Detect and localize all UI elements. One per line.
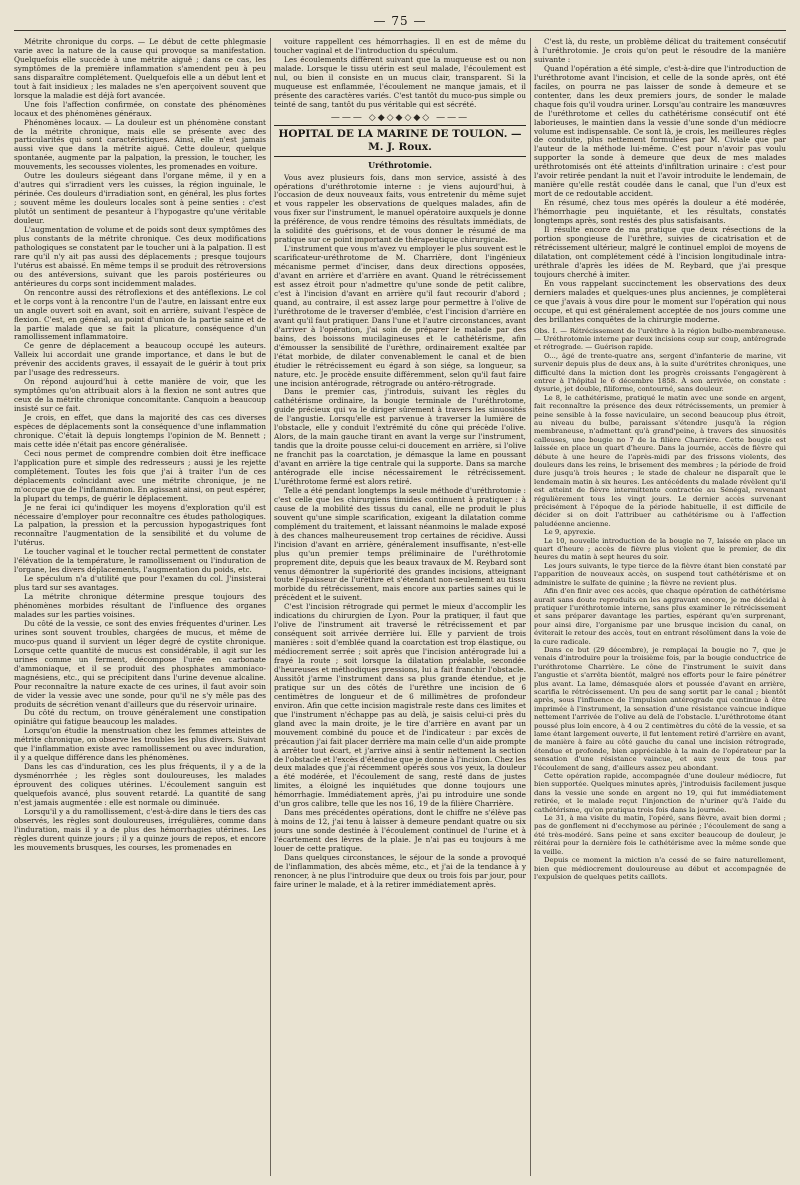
paragraph: Le spéculum n'a d'utilité que pour l'examen du col. J'insisterai plus tard sur ses avantages. — [14, 574, 266, 593]
paragraph: C'est là, du reste, un problème délicat du traitement consécutif à l'uréthrotomie. Je crois qu'on peut le résoudre de la manière suivante : — [534, 38, 786, 64]
paragraph: Une fois l'affection confirmée, on constate des phénomènes locaux et des phénomènes généraux. — [14, 99, 266, 118]
observation-block — [534, 327, 786, 882]
column-middle — [274, 38, 526, 1176]
paragraph: Je crois, en effet, que dans la majorité des cas ces diverses espèces de déplacements sont la conséquence d'une inflammation chronique. C'était là depuis longtemps l'opinion de M. Bennett ; mais cette idée n'était pas encore généralisée. — [14, 413, 266, 449]
paragraph: Le toucher vaginal et le toucher rectal permettent de constater l'élévation de la température, le ramollissement ou l'induration de l'organe, les divers déplacements, l'augmentation du poids, etc. — [14, 547, 266, 575]
paragraph: Lorsqu'il y a du ramollissement, c'est-à-dire dans le tiers des cas observés, les règles sont douloureuses, irrégulières, comme dans l'induration, mais il y a de plus des hémorrhagies utérines. Les règles durent quinze jours ; il y a quinze jours de repos, et encore les mouvements brusques, les courses, les promenades en — [14, 806, 266, 852]
paragraph: Les écoulements diffèrent suivant que la muqueuse est ou non malade. Lorsque le tissu utérin est seul malade, l'écoulement est nul, ou bien il consiste en un mucus clair, transparent. Si la muqueuse est enflammée, l'écoulement ne manque jamais, et il présente des caractères variés. C'est tantôt du muco-pus simple ou teinté de sang, tantôt du pus véritable qui est sécrété. — [274, 54, 526, 109]
page-number: — 75 — — [373, 14, 427, 28]
paragraph: Phénomènes locaux. — La douleur est un phénomène constant de la métrite chronique, mais elle se présente avec des particularités qui sont caractéristiques. Ainsi, elle n'est jamais aussi vive que dans la métrite aiguë. Cette douleur, quelque spontanée, augmente par la palpation, la pression, le toucher, les mouvements, les secousses violentes, les promenades en voiture. — [14, 117, 266, 172]
paragraph: Il résulte encore de ma pratique que deux résections de la portion spongieuse de l'urèthre, suivies de cicatrisation et de rétrécissement ultérieur, malgré le continuel emploi de moyens de dilatation, ont complétement cédé à l'incision longitudinale intra-uréthrale d'après les idées de M. Reybard, que j'ai presque toujours cherché à imiter. — [534, 225, 786, 279]
paragraph: C'est l'incision rétrograde qui permet le mieux d'accomplir les indications du chirurgien de Lyon. Pour la pratiquer, il faut que l'olive de l'instrument ait traversé le rétrécissement et par conséquent soit arrivée derrière lui. Elle y parvient de trois manières : soit d'emblée quand la coarctation est trop élastique, ou médiocrement serrée ; soit après que l'incision antérograde lui a frayé la route ; soit lorsque la dilatation préalable, secondée d'heureuses et méthodiques pressions, lui a fait franchir l'obstacle. Aussitôt j'arme l'instrument dans sa plus grande étendue, et je pratique sur un des côtés de l'urèthre une incision de 6 centimètres de longueur et de 6 millimètres de profondeur environ. Afin que cette incision magistrale reste dans ces limites et que l'instrument n'échappe pas au delà, je saisis celui-ci près du gland avec la main droite, je le tire d'arrière en avant par un mouvement combiné du pouce et de l'indicateur : par excès de précaution j'ai fait placer derrière ma main celle d'un aide prompte à arrêter tout écart, et j'arrive ainsi à sentir nettement la section de l'obstacle et l'excès d'étendue que je donne à l'incision. Chez les deux malades que j'ai récemment opérés sous vos yeux, la douleur a été modérée, et l'écoulement de sang, resté dans de justes limites, a éloigné les inquiétudes que donne toujours une hémorrhagie. Immédiatement après, j'ai pu introduire une sonde d'un gros calibre, telle que les nos 16, 19 de la filière Charrière. — [274, 602, 526, 809]
paragraph: Quand l'opération a été simple, c'est-à-dire que l'introduction de l'uréthrotome avant l'incision, et celle de la sonde après, ont été faciles, on pourra ne pas laisser de sonde à demeure et se contenter, dans les deux premiers jours, de sonder le malade chaque fois qu'il voudra uriner. Lorsqu'au contraire les manœuvres de l'uréthrotome et celles du cathétérisme consécutif ont été laborieuses, le maintien dans la vessie d'une sonde d'un médiocre volume est indispensable. Ce sont là, je crois, les meilleures règles de conduite, plus nettement formulées par M. Civiale que par l'auteur de la méthode lui-même. C'est pour n'avoir pas voulu supporter la sonde à demeure que deux de mes malades uréthrotomisés ont été atteints d'infiltration urinaire : c'est pour l'avoir retirée pendant la nuit et l'avoir introduite le lendemain, de manière qu'elle restât coudée dans le canal, que l'un d'eux est mort de ce redoutable accident. — [534, 63, 786, 199]
paragraph: Dans mes précédentes opérations, dont le chiffre ne s'élève pas à moins de 12, j'ai tenu à laisser à demeure pendant quatre ou six jours une sonde destinée à l'écoulement continuel de l'urine et à l'écartement des lèvres de la plaie. Je n'ai pas eu toujours à me louer de cette pratique. — [274, 808, 526, 854]
paragraph: Vous avez plusieurs fois, dans mon service, assisté à des opérations d'uréthrotomie interne : je viens aujourd'hui, à l'occasion de deux nouveaux faits, vous entretenir du même sujet et vous rappeler les observations de quelques malades, afin de vous fixer sur l'instrument, le manuel opératoire auxquels je donne la préférence, de vous rendre témoins des résultats immédiats, de la solidité des guérisons, et de vous donner le résumé de ma pratique sur ce point important de thérapeutique chirurgicale. — [274, 172, 526, 245]
column-left — [14, 38, 266, 1176]
ornament-divider: ——— ◇◆◇◆◇◆◇ ——— — [330, 112, 470, 123]
paragraph: Cette opération rapide, accompagnée d'une douleur médiocre, fut bien supportée. Quelques minutes après, j'introduisis facilement jusque dans la vessie une sonde en argent no 19, qui fut immédiatement retirée, et le malade reçut l'injonction de n'uriner qu'à l'aide du cathétérisme, qu'on pratiqua trois fois dans la journée. — [534, 772, 786, 814]
paragraph: On répond aujourd'hui à cette manière de voir, que les symptômes qu'on attribuait alors à la flexion ne sont autres que ceux de la métrite chronique concomitante. Canquoin a beaucoup insisté sur ce fait. — [14, 377, 266, 414]
paragraph: L'instrument que vous m'avez vu employer le plus souvent est le scarificateur-uréthrotome de M. Charrière, dont l'ingénieux mécanisme permet d'inciser, dans deux directions opposées, d'avant en arrière et d'arrière en avant. Quand le rétrécissement est assez étroit pour n'admettre qu'une sonde de petit calibre, c'est à l'incision d'avant en arrière qu'il faut recourir d'abord ; quand, au contraire, il est assez large pour permettre à l'olive de l'uréthrotome de le traverser d'emblée, c'est l'incision d'arrière en avant qu'il faut pratiquer. Dans l'une et l'autre circonstances, avant d'arriver à l'opération, j'ai soin de préparer le malade par des bains, des boissons mucilagineuses et le cathétérisme, afin d'émousser la sensibilité de l'urèthre, ordinairement exaltée par l'état morbide, de dilater convenablement le canal et de bien étudier le rétrécissement eu égard à son siége, sa longueur, sa nature, etc. Je procède ensuite différemment, selon qu'il faut faire une incision antérograde, rétrograde ou antéro-rétrograde. — [274, 244, 526, 388]
paragraph: Dans ce but (29 décembre), je remplaçai la bougie no 7, que je venais d'introduire pour la troisième fois, par la bougie conductrice de l'uréthrotome Charrière. Le cône de l'instrument le suivit dans l'angustie et s'arrêta bientôt, malgré nos efforts pour le faire pénétrer plus avant. La lame, démasquée alors et poussée d'avant en arrière, scarifia le rétrécissement. Un peu de sang sortit par le canal ; bientôt après, sous l'influence de l'impulsion antérograde qui continue à être imprimée à l'instrument, la sensation d'une résistance vaincue indique nettement l'arrivée de l'olive au delà de l'obstacle. L'uréthrotome étant poussé plus loin encore, à 4 ou 2 centimètres du côté de la vessie, et sa lame étant largement ouverte, il fut lentement retiré d'arrière en avant, de manière à faire au côté gauche du canal une incision rétrograde, étendue et profonde, bien appréciable à la main de l'opérateur par la sensation d'une résistance vaincue, et aux yeux de tous par l'écoulement de sang, d'ailleurs assez peu abondant. — [534, 645, 786, 772]
paragraph: Le 9, apyrexie. — [544, 528, 596, 537]
column-right — [534, 38, 786, 1176]
paragraph: Dans le premier cas, j'introduis, suivant les règles du cathétérisme ordinaire, la bougie terminale de l'uréthrotome, guide précieux qui va le diriger sûrement à travers les sinuosités de l'angustie. Lorsqu'elle est parvenue à traverser la lumière de l'obstacle, elle y conduit l'extrémité du cône qui précède l'olive. Alors, de la main gauche tirant en avant la verge sur l'instrument, tandis que la droite pousse celui-ci doucement en arrière, si l'olive ne franchit pas la coarctation, je démasque la lame en poussant d'avant en arrière la tige centrale qui la supporte. Dans sa marche antérograde elle incise nécessairement le rétrécissement. L'uréthrotome fermé est alors retiré. — [274, 387, 526, 486]
paragraph: L'augmentation de volume et de poids sont deux symptômes des plus constants de la métrite chronique. Ces deux modifications pathologiques se constatent par le toucher uni à la palpation. Il est rare qu'il n'y ait pas aussi des déplacements ; presque toujours l'utérus est abaissé. En même temps il se produit des rétroversions ou des antéversions, suivant que les parois postérieures ou antérieures du corps sont incidemment malades. — [14, 225, 266, 288]
paragraph: Métrite chronique du corps. — Le début de cette phlegmasie varie avec la nature de la cause qui provoque sa manifestation. Quelquefois elle succède à une métrite aiguë ; dans ce cas, les symptômes de la première inflammation s'amendent peu à peu sans disparaître complétement. Quelquefois elle a un début lent et tout à fait insidieux ; les malades ne s'en aperçoivent souvent que lorsque la maladie est déjà fort avancée. — [14, 38, 266, 100]
paragraph: Du côté de la vessie, ce sont des envies fréquentes d'uriner. Les urines sont souvent troubles, chargées de mucus, et même de muco-pus quand il survient un léger degré de cystite chronique. Lorsque cette quantité de mucus est considérable, il agit sur les urines comme un ferment, décompose l'urée en carbonate d'ammoniaque, et il se produit des phosphates ammoniaco-magnésiens, etc., qui se précipitent dans l'urine devenue alcaline. Pour reconnaître la nature exacte de ces urines, il faut avoir soin de vider la vessie avec une sonde, pour qu'il ne s'y mêle pas des produits de sécrétion venant d'ailleurs que du réservoir urinaire. — [14, 618, 266, 709]
paragraph: On rencontre aussi des rétroflexions et des antéflexions. Le col et le corps vont à la rencontre l'un de l'autre, en laissant entre eux un angle ouvert soit en avant, soit en arrière, suivant l'espèce de flexion. C'est, en général, au point d'union de la partie saine et de la partie malade que se fait la plicature, conséquence d'un ramollissement inflammatoire. — [14, 287, 266, 342]
paragraph: Depuis ce moment la miction n'a cessé de se faire naturellement, bien que médiocrement douloureuse au début et accompagnée de l'expulsion de quelques petits caillots. — [534, 856, 786, 881]
paragraph: Dans les cas d'induration, ces les plus fréquents, il y a de la dysménorrhée ; les règles sont douloureuses, les malades éprouvent des coliques utérines. L'écoulement sanguin est quelquefois avancé, plus souvent retardé. La quantité de sang n'est jamais augmentée : elle est normale ou diminuée. — [14, 762, 266, 808]
paragraph: Ceci nous permet de comprendre combien doit être inefficace l'application pure et simple des redresseurs ; aussi je les rejette complétement. Toutes les fois que j'ai à traiter l'un de ces déplacements coïncidant avec une métrite chronique, je ne m'occupe que de l'inflammation. En agissant ainsi, on peut espérer, la plupart du temps, de guérir le déplacement. — [14, 448, 266, 503]
paragraph: En résumé, chez tous mes opérés la douleur a été modérée, l'hémorrhagie peu inquiétante, et les résultats, constatés longtemps après, sont restés des plus satisfaisants. — [534, 198, 786, 226]
paragraph: La métrite chronique détermine presque toujours des phénomènes morbides résultant de l'influence des organes malades sur les parties voisines. — [14, 592, 266, 619]
article-subtitle: Uréthrotomie. — [368, 159, 432, 170]
article-title: HOPITAL DE LA MARINE DE TOULON. — M. J. Roux. — [274, 125, 526, 157]
column-divider — [530, 38, 531, 1176]
paragraph: Le 8, le cathétérisme, pratiqué le matin avec une sonde en argent, fait reconnaître la présence des deux rétrécissements, un premier à peine sensible à la fosse naviculaire, un second beaucoup plus étroit, au niveau du bulbe, paraissant s'étendre jusqu'à la région membraneuse, n'admettant qu'à grand'peine, à travers des sinuosités calleuses, une bougie no 7 de la filière Charrière. Cette bougie est laissée en place un quart d'heure. Dans la journée, accès de fièvre qui débute à une heure de l'après-midi par des frissons violents, des douleurs dans les reins, le brisement des membres ; la période de froid dure jusqu'à trois heures ; le stade de chaleur ne disparaît que le lendemain matin à six heures. Les antécédents du malade révèlent qu'il est atteint de fièvre intermittente contractée au Sénégal, revenant régulièrement tous les vingt jours. Le dernier accès survenant précisément à l'époque de la période habituelle, il est difficile de décider si on doit l'attribuer au cathétérisme ou à l'affection paludéenne ancienne. — [534, 393, 786, 528]
paragraph: Telle a été pendant longtemps la seule méthode d'uréthrotomie : c'est celle que les chirurgiens timides continuent à pratiquer : à cause de la mobilité des tissus du canal, elle ne produit le plus souvent qu'une simple scarification, exigeant la dilatation comme complément du traitement, et laissant néanmoins le malade exposé à des chances malheureusement trop certaines de récidive. Aussi l'incision d'avant en arrière, généralement insuffisante, n'est-elle plus qu'un premier temps préliminaire de l'uréthrotomie proprement dite, depuis que les beaux travaux de M. Reybard sont venus démontrer la supériorité des grandes incisions, atteignant toute l'épaisseur de l'urèthre et s'étendant non-seulement au tissu morbide du rétrécissement, mais encore aux parties saines qui le précèdent et le suivent. — [274, 485, 526, 603]
header-rule — [14, 30, 786, 31]
paragraph: Dans quelques circonstances, le séjour de la sonde a provoqué de l'inflammation, des abcès même, etc., et j'ai de la tendance à y renoncer, à ne plus l'introduire que deux ou trois fois par jour, pour faire uriner le malade, et à la retirer immédiatement après. — [274, 853, 526, 889]
paragraph: Afin d'en finir avec ces accès, que chaque opération de cathétérisme aurait sans doute reproduits en les aggravant encore, je me décidai à pratiquer l'uréthrotomie interne, sans plus examiner le rétrécissement et sans préparer davantage les parties, espérant qu'en surprenant, pour ainsi dire, l'organisme par une brusque incision du canal, on éviterait le retour des accès, tout en entrant résolûment dans la voie de la cure radicale. — [534, 587, 786, 646]
paragraph: Ce genre de déplacement a beaucoup occupé les auteurs. Valleix lui accordait une grande importance, et dans le but de prévenir des accidents graves, il essayait de le guérir à tout prix par l'usage des redresseurs. — [14, 341, 266, 378]
paragraph: En vous rappelant succinctement les observations des deux derniers malades et quelques-unes plus anciennes, je complèterai ce que j'avais à vous dire pour le moment sur l'opération qui nous occupe, et qui est généralement acceptée de nos jours comme une des brillantes conquêtes de la chirurgie moderne. — [534, 278, 786, 324]
paragraph: Le 31, à ma visite du matin, l'opéré, sans fièvre, avait bien dormi ; pas de gonflement ni d'ecchymose au périnée ; l'écoulement de sang a été très-modéré. Sans peine et sans exciter beaucoup de douleur, je réitérai pour la dernière fois le cathétérisme avec la même sonde que la veille. — [534, 814, 786, 856]
paragraph: Lorsqu'on étudie la menstruation chez les femmes atteintes de métrite chronique, on observe les troubles les plus divers. Suivant que l'inflammation existe avec ramollissement ou avec induration, il y a quelque différence dans les phénomènes. — [14, 726, 266, 763]
paragraph: Outre les douleurs siégeant dans l'organe même, il y en a d'autres qui s'irradient vers les cuisses, la région inguinale, le périnée. Ces douleurs d'irradiation sont, en général, les plus fortes ; souvent même les douleurs locales sont à peine senties : c'est plutôt un sentiment de pesanteur à l'hypogastre qu'une véritable douleur. — [14, 171, 266, 226]
paragraph: voiture rappellent ces hémorrhagies. Il en est de même du toucher vaginal et de l'introduction du spéculum. — [274, 38, 526, 55]
paragraph: Le 10, nouvelle introduction de la bougie no 7, laissée en place un quart d'heure ; accès de fièvre plus violent que le premier, de dix heures du matin à sept heures du soir. — [534, 536, 786, 562]
paragraph: O..., âgé de trente-quatre ans, sergent d'infanterie de marine, vit survenir depuis plus de deux ans, à la suite d'urétrites chroniques, une difficulté dans la miction dont les progrès croissants l'engagèrent à entrer à l'hôpital le 6 décembre 1858. À son arrivée, on constate : dysurie, jet double, filiforme, contourné, sans douleur. — [534, 351, 786, 394]
paragraph: Je ne ferai ici qu'indiquer les moyens d'exploration qu'il est nécessaire d'employer pour reconnaître ces études pathologiques. La palpation, la pression et la percussion hypogastriques font reconnaître l'augmentation de la sensibilité et du volume de l'utérus. — [14, 502, 266, 548]
paragraph: Les jours suivants, le type tierce de la fièvre étant bien constaté par l'apparition de nouveaux accès, on suspend tout cathétérisme et on administre le sulfate de quinine ; la fièvre ne revient plus. — [534, 561, 786, 587]
column-divider — [270, 38, 271, 1176]
paragraph: Du côté du rectum, on trouve généralement une constipation opiniâtre qui fatigue beaucoup les malades. — [14, 708, 266, 727]
observation-heading: Obs. I. — Rétrécissement de l'urèthre à la région bulbo-membraneuse. — Uréthrotomie interne par deux incisions coup sur coup, antérograde et rétrograde. — Guérison rapide. — [534, 326, 786, 352]
